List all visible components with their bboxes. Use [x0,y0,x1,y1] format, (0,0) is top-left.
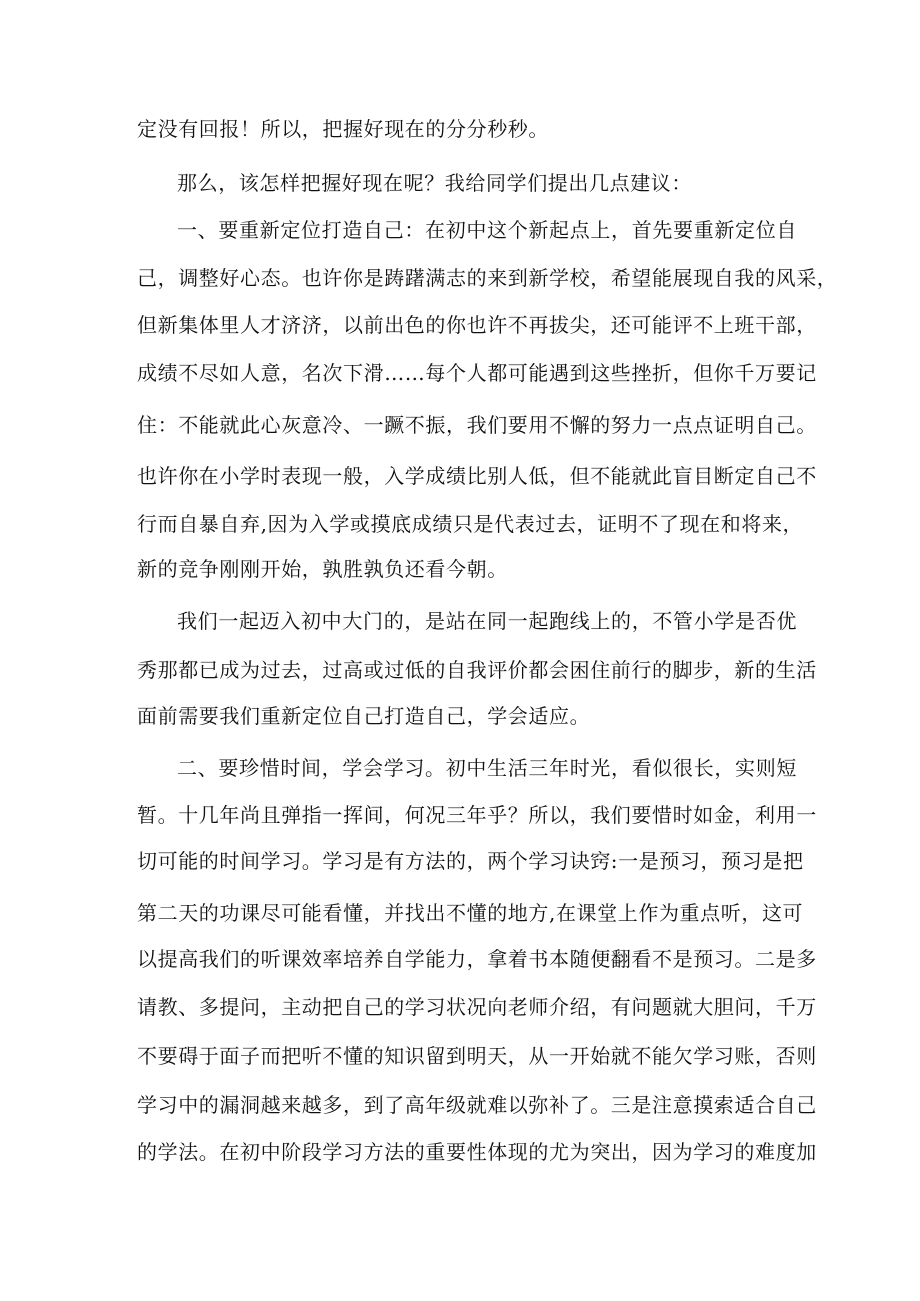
text-line: 那么，该怎样把握好现在呢？我给同学们提出几点建议： [177,171,692,195]
text-line: 但新集体里人才济济，以前出色的你也许不再拔尖，还可能评不上班干部， [137,313,817,337]
text-line: 第二天的功课尽可能看懂，并找出不懂的地方,在课堂上作为重点听，这可 [137,901,804,925]
text-line: 一、要重新定位打造自己：在初中这个新起点上，首先要重新定位自 [177,218,797,242]
text-line: 己，调整好心态。也许你是踌躇满志的来到新学校，希望能展现自我的风采， [137,266,838,290]
text-line: 切可能的时间学习。学习是有方法的，两个学习诀窍:一是预习，预习是把 [137,849,804,873]
text-line: 学习中的漏洞越来越多，到了高年级就难以弥补了。三是注意摸索适合自己 [137,1093,817,1117]
text-line: 以提高我们的听课效率培养自学能力，拿着书本随便翻看不是预习。二是多 [137,947,817,971]
text-line: 暂。十几年尚且弹指一挥间，何况三年乎？所以，我们要惜时如金，利用一 [137,803,817,827]
text-line: 二、要珍惜时间，学会学习。初中生活三年时光，看似很长，实则短 [177,756,797,780]
text-line: 面前需要我们重新定位自己打造自己，学会适应。 [137,704,591,728]
text-line: 新的竞争刚刚开始，孰胜孰负还看今朝。 [137,557,508,581]
text-line: 住：不能就此心灰意冷、一蹶不振，我们要用不懈的努力一点点证明自己。 [137,413,817,437]
text-line: 行而自暴自弃,因为入学或摸底成绩只是代表过去，证明不了现在和将来， [137,512,804,536]
text-line: 定没有回报！所以，把握好现在的分分秒秒。 [137,117,549,141]
text-line: 请教、多提问，主动把自己的学习状况向老师介绍，有问题就大胆问，千万 [137,995,817,1019]
text-line: 我们一起迈入初中大门的，是站在同一起跑线上的，不管小学是否优 [177,609,797,633]
text-line: 秀那都已成为过去，过高或过低的自我评价都会困住前行的脚步，新的生活 [137,658,817,682]
text-line: 成绩不尽如人意，名次下滑……每个人都可能遇到这些挫折，但你千万要记 [137,361,817,385]
text-line: 的学法。在初中阶段学习方法的重要性体现的尤为突出，因为学习的难度加 [137,1140,817,1164]
text-line: 也许你在小学时表现一般，入学成绩比别人低，但不能就此盲目断定自己不 [137,464,817,488]
text-line: 不要碍于面子而把听不懂的知识留到明天，从一开始就不能欠学习账，否则 [137,1044,817,1068]
